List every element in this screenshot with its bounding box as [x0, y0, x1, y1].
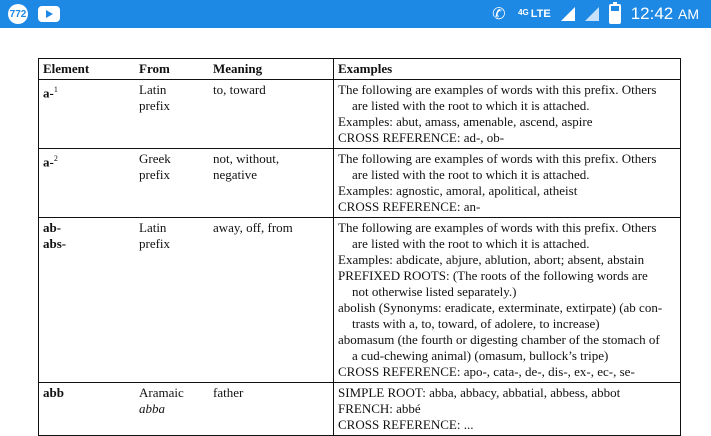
examples-cell: The following are examples of words with this prefix. Others are listed with the root to which it is attached. Examples: abdicate, abjure, ablution, abort; absent, abstain PREFIXED ROOTS: (The roots of the following words are not otherwise listed separately.) abolish (Synonyms: eradicate, exterminate, extirpate) (ab con- trasts with a, to, toward, of adolere, to increase) abomasum (the fourth or digesting chamber of the stomach of a cud-chewing animal) (omasum, bullock’s tripe) CROSS REFERENCE: apo-, cata-, de-, dis-, ex-, ec-, se- — [334, 218, 681, 383]
clock-time: 12:42 — [630, 4, 674, 23]
from-cell: Aramaic abba — [135, 383, 209, 436]
network-label: LTE — [530, 8, 551, 20]
signal-icon-2 — [585, 7, 599, 21]
network-type — [518, 8, 551, 20]
header-examples: Examples — [334, 59, 681, 80]
table-row — [39, 149, 681, 218]
meaning-cell: not, without, negative — [209, 149, 334, 218]
wifi-calling-icon — [492, 6, 508, 22]
meaning-cell: father — [209, 383, 334, 436]
from-cell: Latin prefix — [135, 80, 209, 149]
element-cell: abb — [39, 383, 136, 436]
signal-icon — [561, 7, 575, 21]
youtube-icon — [38, 6, 60, 22]
document-page[interactable] — [0, 28, 711, 432]
root-table — [38, 58, 681, 436]
table-row — [39, 218, 681, 383]
examples-cell: The following are examples of words with this prefix. Others are listed with the root to which it is attached. Examples: abut, amass, amenable, ascend, aspire CROSS REFERENCE: ad-, ob- — [334, 80, 681, 149]
element-cell: ab- abs- — [39, 218, 136, 383]
table-row — [39, 80, 681, 149]
header-meaning: Meaning — [209, 59, 334, 80]
clock-ampm: AM — [678, 6, 699, 22]
header-element: Element — [39, 59, 136, 80]
examples-cell: The following are examples of words with this prefix. Others are listed with the root to which it is attached. Examples: agnostic, amoral, apolitical, atheist CROSS REFERENCE: an- — [334, 149, 681, 218]
table-row — [39, 383, 681, 436]
status-bar — [0, 0, 711, 28]
from-cell: Greek prefix — [135, 149, 209, 218]
meaning-cell: away, off, from — [209, 218, 334, 383]
examples-cell: SIMPLE ROOT: abba, abbacy, abbatial, abbess, abbot FRENCH: abbé CROSS REFERENCE: ... — [334, 383, 681, 436]
status-right — [492, 3, 699, 25]
status-left — [8, 4, 60, 24]
notification-badge-icon: 772 — [8, 4, 28, 24]
network-sup: 4G — [518, 8, 529, 17]
battery-icon — [609, 4, 621, 24]
clock — [631, 4, 699, 24]
meaning-cell: to, toward — [209, 80, 334, 149]
element-cell: a-$^2$ — [39, 149, 136, 218]
header-from: From — [135, 59, 209, 80]
from-cell: Latin prefix — [135, 218, 209, 383]
element-cell: a-$^1$ — [39, 80, 136, 149]
